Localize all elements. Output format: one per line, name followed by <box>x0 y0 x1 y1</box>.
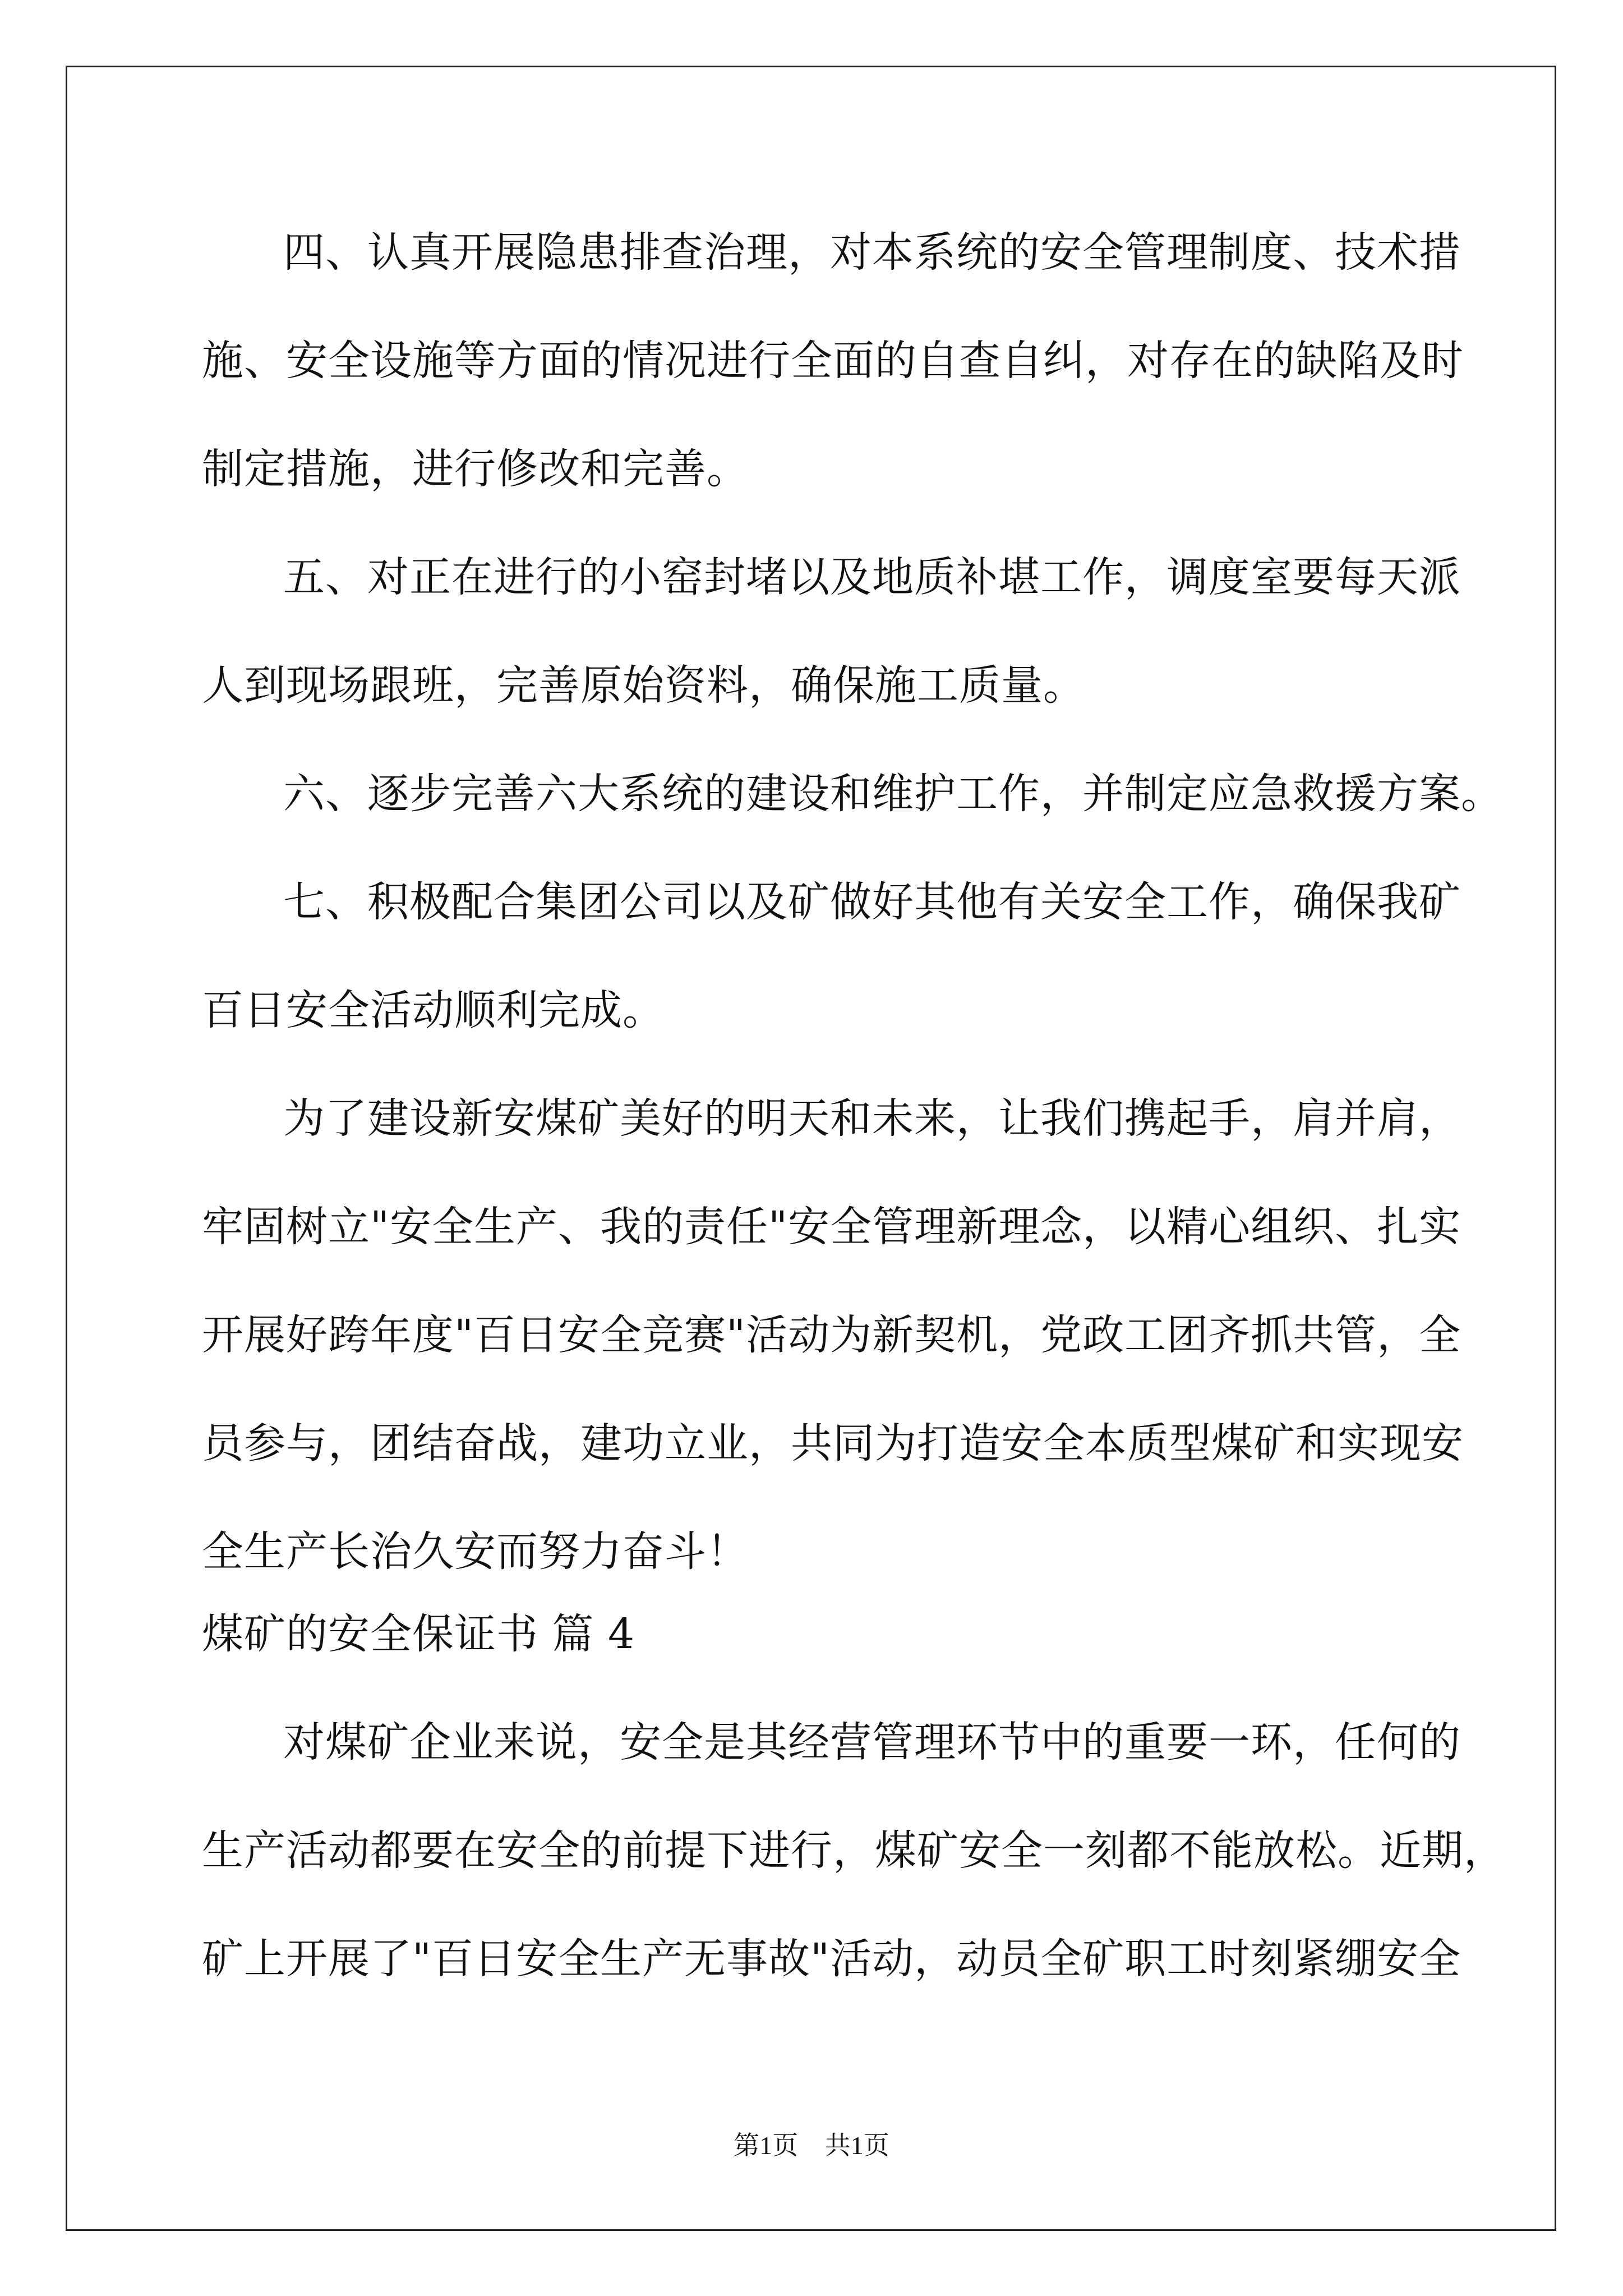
page-total: 共1页 <box>824 2131 889 2160</box>
section-heading: 煤矿的安全保证书 篇 4 <box>202 1610 635 1658</box>
page-border <box>66 66 1556 2231</box>
text-line: 为了建设新安煤矿美好的明天和未来，让我们携起手，肩并肩， <box>283 1094 1461 1143</box>
page-footer <box>0 2129 1623 2162</box>
text-line: 五、对正在进行的小窑封堵以及地质补堪工作，调度室要每天派 <box>283 553 1461 601</box>
text-line: 矿上开展了"百日安全生产无事故"活动，动员全矿职工时刻紧绷安全 <box>202 1935 1461 1983</box>
text-line: 四、认真开展隐患排查治理，对本系统的安全管理制度、技术措 <box>283 228 1461 277</box>
text-line: 施、安全设施等方面的情况进行全面的自查自纠，对存在的缺陷及时 <box>202 337 1464 385</box>
text-line: 百日安全活动顺利完成。 <box>202 986 665 1034</box>
text-line: 六、逐步完善六大系统的建设和维护工作，并制定应急救援方案。 <box>283 770 1503 818</box>
text-line: 牢固树立"安全生产、我的责任"安全管理新理念，以精心组织、扎实 <box>202 1203 1461 1251</box>
text-line: 人到现场跟班，完善原始资料，确保施工质量。 <box>202 661 1085 710</box>
text-line: 生产活动都要在安全的前提下进行，煤矿安全一刻都不能放松。近期， <box>202 1826 1506 1875</box>
text-line: 开展好跨年度"百日安全竞赛"活动为新契机，党政工团齐抓共管，全 <box>202 1311 1461 1359</box>
page-number: 第1页 <box>734 2131 799 2160</box>
text-line: 对煤矿企业来说，安全是其经营管理环节中的重要一环，任何的 <box>283 1718 1461 1766</box>
text-line: 七、积极配合集团公司以及矿做好其他有关安全工作，确保我矿 <box>283 878 1461 926</box>
text-line: 全生产长治久安而努力奋斗！ <box>202 1527 749 1576</box>
text-line: 制定措施，进行修改和完善。 <box>202 445 749 493</box>
text-line: 员参与，团结奋战，建功立业，共同为打造安全本质型煤矿和实现安 <box>202 1419 1464 1467</box>
